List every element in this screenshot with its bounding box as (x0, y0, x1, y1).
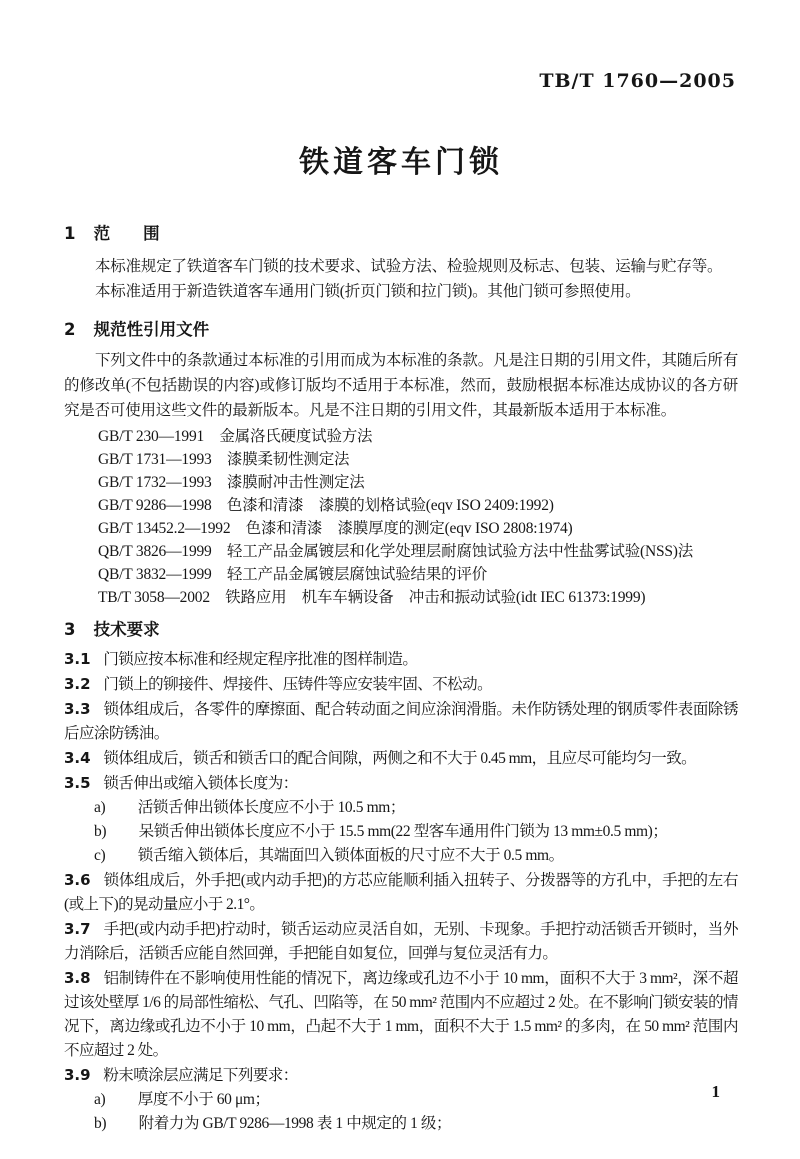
clause-3-5 (64, 771, 738, 796)
clause-3-3 (64, 697, 738, 746)
item-letter: a) (94, 799, 106, 816)
clause-3-8 (64, 966, 738, 1063)
page-title: 铁道客车门锁 (299, 145, 503, 180)
clause-3-9-item-a (64, 1088, 738, 1112)
clause-number: 3.9 (64, 1066, 91, 1084)
item-text: 活锁舌伸出锁体长度应不小于 10.5 mm； (137, 799, 405, 816)
item-text: 呆锁舌伸出锁体长度应不小于 15.5 mm(22 型客车通用件门锁为 13 mm±0.5 mm)； (138, 823, 668, 840)
reference-item: GB/T 13452.2—1992 色漆和清漆 漆膜厚度的测定(eqv ISO 2808:1974) (98, 520, 573, 537)
clause-3-5-item-a (64, 796, 738, 820)
item-letter: b) (94, 823, 107, 840)
technical-requirements (64, 647, 738, 1136)
reference-item: QB/T 3832—1999 轻工产品金属镀层腐蚀试验结果的评价 (98, 566, 488, 583)
section-3-number: 3 (64, 620, 76, 639)
clause-number: 3.4 (64, 749, 91, 767)
item-text: 附着力为 GB/T 9286—1998 表 1 中规定的 1 级； (138, 1115, 452, 1132)
normative-references-list (64, 425, 738, 609)
clause-number: 3.7 (64, 920, 91, 938)
clause-text: 锁体组成后，各零件的摩擦面、配合转动面之间应涂润滑脂。未作防锈处理的钢质零件表面除锈后应涂防锈油。 (64, 701, 738, 742)
clause-number: 3.6 (64, 871, 91, 889)
clause-text: 锁体组成后，锁舌和锁舌口的配合间隙，两侧之和不大于 0.45 mm，且应尽可能均匀一致。 (103, 750, 697, 767)
section-3-title: 技术要求 (93, 620, 160, 639)
clause-text: 锁舌伸出或缩入锁体长度为： (103, 775, 298, 792)
clause-text: 门锁应按本标准和经规定程序批准的图样制造。 (103, 651, 418, 668)
clause-3-2 (64, 672, 738, 697)
item-text: 厚度不小于 60 μm； (137, 1091, 270, 1108)
clause-number: 3.1 (64, 650, 91, 668)
reference-item: GB/T 9286—1998 色漆和清漆 漆膜的划格试验(eqv ISO 2409:1992) (98, 497, 554, 514)
clause-3-7 (64, 917, 738, 966)
section-1-title: 范 围 (93, 224, 160, 243)
item-letter: b) (94, 1115, 107, 1132)
clause-text: 手把(或内动手把)拧动时，锁舌运动应灵活自如，无别、卡现象。手把拧动活锁舌开锁时，当外力消除后，活锁舌应能自然回弹，手把能自如复位，回弹与复位灵活有力。 (64, 921, 738, 962)
clause-3-6 (64, 868, 738, 917)
page-number: 1 (711, 1082, 720, 1101)
clause-number: 3.2 (64, 675, 91, 693)
section-2-number: 2 (64, 320, 76, 339)
clause-number: 3.8 (64, 969, 91, 987)
section-1-heading (64, 222, 738, 246)
clause-text: 门锁上的铆接件、焊接件、压铸件等应安装牢固、不松动。 (103, 676, 493, 693)
section-2-title: 规范性引用文件 (93, 320, 210, 339)
doc-number: TB/T 1760—2005 (539, 70, 736, 92)
section-1-number: 1 (64, 224, 76, 243)
clause-text: 锁体组成后，外手把(或内动手把)的方芯应能顺利插入扭转子、分拨器等的方孔中，手把的左右(或上下)的晃动量应小于 2.1°。 (64, 872, 738, 913)
reference-item: GB/T 230—1991 金属洛氏硬度试验方法 (98, 428, 373, 445)
section-2-heading (64, 318, 738, 342)
clause-3-5-item-c (64, 844, 738, 868)
clause-number: 3.5 (64, 774, 91, 792)
reference-item: GB/T 1731—1993 漆膜柔韧性测定法 (98, 451, 350, 468)
normative-references-intro: 下列文件中的条款通过本标准的引用而成为本标准的条款。凡是注日期的引用文件，其随后所有的修改单(不包括勘误的内容)或修订版均不适用于本标准，然而，鼓励根据本标准达成协议的各方研究是否可使用这些文件的最新版本。凡是不注日期的引用文件，其最新版本适用于本标准。 (64, 352, 738, 419)
scope-paragraph-2: 本标准适用于新造铁道客车通用门锁(折页门锁和拉门锁)。其他门锁可参照使用。 (95, 283, 641, 300)
reference-item: GB/T 1732—1993 漆膜耐冲击性测定法 (98, 474, 365, 491)
clause-text: 铝制铸件在不影响使用性能的情况下，离边缘或孔边不小于 10 mm，面积不大于 3 mm²，深不超过该处壁厚 1/6 的局部性缩松、气孔、凹陷等，在 50 mm² 范围内不应超过 2 处。在不影响门锁安装的情况下，离边缘或孔边不小于 10 mm，凸起不大于 1 mm，面积不大于 1.5 mm² 的多肉，在 50 mm² 范围内不应超过 2 处。 (64, 970, 738, 1059)
clause-3-4 (64, 746, 738, 771)
scope-paragraph-1: 本标准规定了铁道客车门锁的技术要求、试验方法、检验规则及标志、包装、运输与贮存等。 (95, 258, 723, 275)
item-letter: c) (94, 847, 106, 864)
section-3-heading (64, 618, 738, 642)
clause-3-9-item-b (64, 1112, 738, 1136)
reference-item: QB/T 3826—1999 轻工产品金属镀层和化学处理层耐腐蚀试验方法中性盐雾试验(NSS)法 (98, 543, 694, 560)
clause-number: 3.3 (64, 700, 91, 718)
item-letter: a) (94, 1091, 106, 1108)
clause-3-5-item-b (64, 820, 738, 844)
reference-item: TB/T 3058—2002 铁路应用 机车车辆设备 冲击和振动试验(idt IEC 61373:1999) (98, 589, 646, 606)
item-text: 锁舌缩入锁体后，其端面凹入锁体面板的尺寸应不大于 0.5 mm。 (137, 847, 564, 864)
clause-text: 粉末喷涂层应满足下列要求： (103, 1067, 298, 1084)
clause-3-9 (64, 1063, 738, 1088)
clause-3-1 (64, 647, 738, 672)
